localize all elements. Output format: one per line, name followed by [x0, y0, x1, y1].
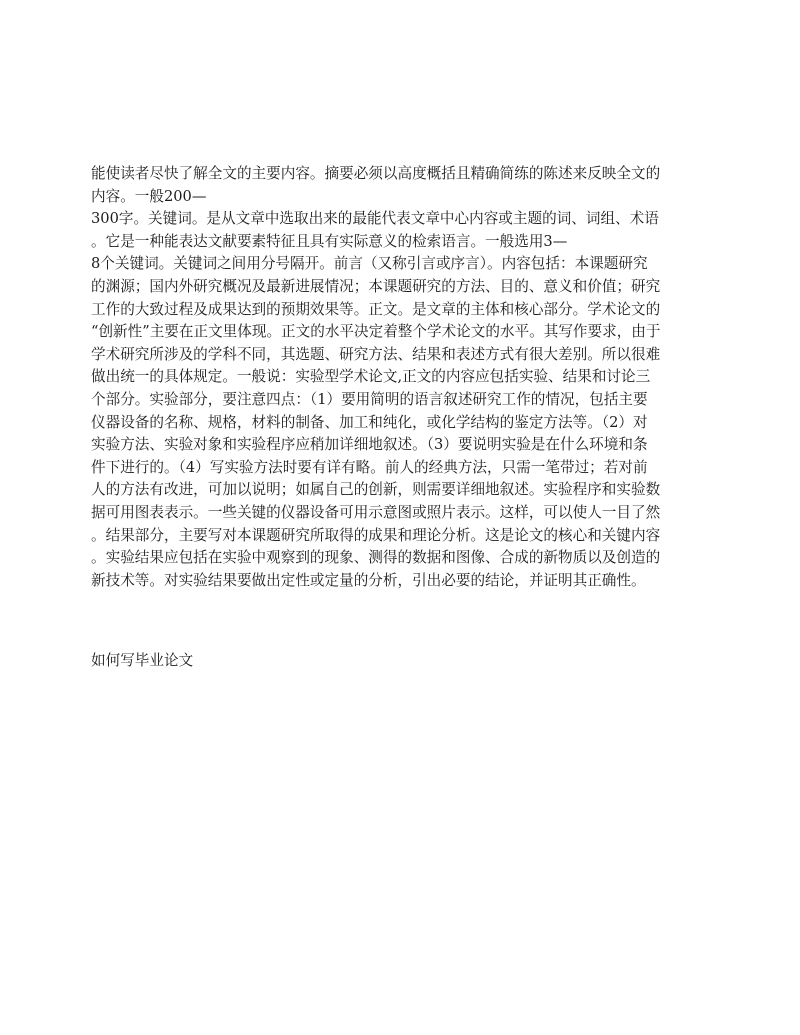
text-line: 8个关键词。关键词之间用分号隔开。前言（又称引言或序言）。内容包括：本课题研究: [91, 255, 648, 273]
text-line: 个部分。实验部分，要注意四点：（1）要用简明的语言叙述研究工作的情况，包括主要: [91, 390, 648, 408]
section-title: 如何写毕业论文: [91, 652, 194, 669]
text-line: 工作的大致过程及成果达到的预期效果等。正文。是文章的主体和核心部分。学术论文的: [91, 300, 661, 318]
text-line: 能使读者尽快了解全文的主要内容。摘要必须以高度概括且精确简练的陈述来反映全文的: [91, 165, 661, 182]
text-line: “创新性”主要在正文里体现。正文的水平决定着整个学术论文的水平。其写作要求，由于: [91, 323, 661, 341]
text-line: 人的方法有改进，可加以说明；如属自己的创新，则需要详细地叙述。实验程序和实验数: [91, 481, 661, 499]
text-line: 件下进行的。（4）写实验方法时要有详有略。前人的经典方法，只需一笔带过；若对前: [91, 458, 648, 476]
text-line: 的渊源；国内外研究概况及最新进展情况；本课题研究的方法、目的、意义和价值；研究: [91, 277, 661, 295]
text-line: 做出统一的具体规定。一般说：实验型学术论文,正文的内容应包括实验、结果和讨论三: [91, 368, 651, 386]
text-line: 仪器设备的名称、规格，材料的制备、加工和纯化，或化学结构的鉴定方法等。（2）对: [91, 413, 648, 431]
body-paragraph: [91, 163, 721, 592]
text-line: 。它是一种能表达文献要素特征且具有实际意义的检索语言。一般选用3—: [91, 232, 568, 250]
text-line: 学术研究所涉及的学科不同，其选题、研究方法、结果和表述方式有很大差别。所以很难: [91, 345, 661, 363]
text-line: 。实验结果应包括在实验中观察到的现象、测得的数据和图像、合成的新物质以及创造的: [91, 549, 661, 567]
text-line: 实验方法、实验对象和实验程序应稍加详细地叙述。（3）要说明实验是在什么环境和条: [91, 436, 648, 454]
text-line: 据可用图表表示。一些关键的仪器设备可用示意图或照片表示。这样，可以使人一目了然: [91, 503, 661, 521]
text-line: 新技术等。对实验结果要做出定性或定量的分析，引出必要的结论，并证明其正确性。: [91, 571, 646, 589]
text-line: 。结果部分，主要写对本课题研究所取得的成果和理论分析。这是论文的核心和关键内容: [91, 526, 661, 544]
text-line: 内容。一般200—: [91, 187, 207, 205]
text-line: 300字。关键词。是从文章中选取出来的最能代表文章中心内容或主题的词、词组、术语: [91, 210, 659, 228]
